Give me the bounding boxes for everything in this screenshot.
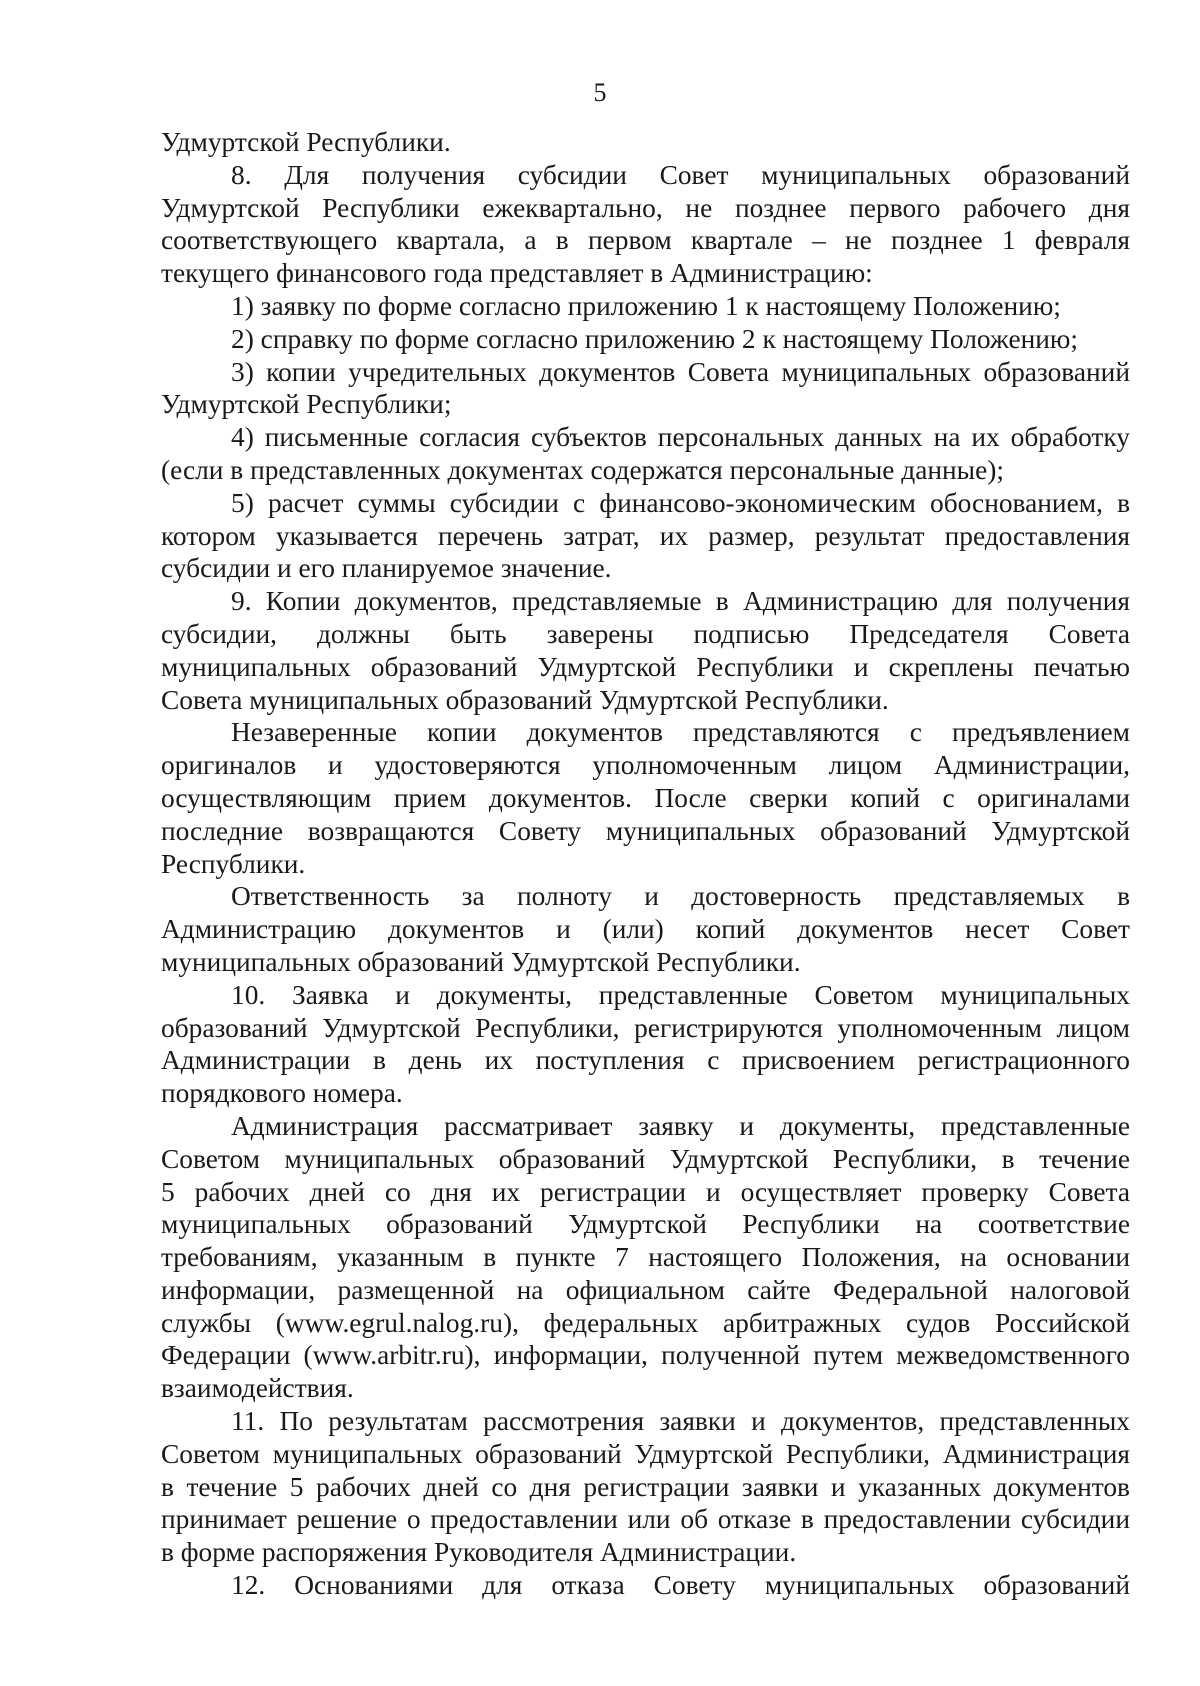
text-line: службы (www.egrul.nalog.ru), федеральных арбитражных судов Российской xyxy=(161,1307,1130,1338)
text-line: 2) справку по форме согласно приложению 2 к настоящему Положению; xyxy=(231,323,1078,354)
text-line: Удмуртской Республики. xyxy=(161,127,451,157)
text-line: 4) письменные согласия субъектов персональных данных на их обработку xyxy=(231,422,1130,453)
text-line: Администрации в день их поступления с присвоением регистрационного xyxy=(161,1045,1130,1076)
text-line: последние возвращаются Совету муниципальных образований Удмуртской xyxy=(161,815,1130,846)
text-line: Администрацию документов и (или) копий документов несет Совет xyxy=(161,914,1130,945)
text-line: порядкового номера. xyxy=(161,1078,403,1109)
text-line: 3) копии учредительных документов Совета муниципальных образований xyxy=(231,356,1130,387)
text-line: информации, размещенной на официальном сайте Федеральной налоговой xyxy=(161,1274,1130,1305)
text-line: Ответственность за полноту и достоверность представляемых в xyxy=(231,881,1130,912)
document-body xyxy=(161,126,1130,1602)
text-line: 1) заявку по форме согласно приложению 1 к настоящему Положению; xyxy=(231,290,1061,321)
text-line: текущего финансового года представляет в Администрацию: xyxy=(161,258,873,289)
text-line: муниципальных образований Удмуртской Республики и скреплены печатью xyxy=(161,651,1130,682)
text-line: 10. Заявка и документы, представленные Советом муниципальных xyxy=(231,979,1130,1010)
text-line: муниципальных образований Удмуртской Республики на соответствие xyxy=(161,1209,1130,1240)
text-line: оригиналов и удостоверяются уполномоченным лицом Администрации, xyxy=(161,750,1130,781)
text-line: субсидии и его планируемое значение. xyxy=(161,553,612,584)
text-line: Советом муниципальных образований Удмуртской Республики, Администрация xyxy=(161,1438,1130,1469)
text-line: муниципальных образований Удмуртской Республики. xyxy=(161,946,801,977)
page-number: 5 xyxy=(593,78,607,107)
text-line: Удмуртской Республики ежеквартально, не позднее первого рабочего дня xyxy=(161,192,1130,223)
text-line: образований Удмуртской Республики, регистрируются уполномоченным лицом xyxy=(161,1012,1130,1043)
text-line: Советом муниципальных образований Удмуртской Республики, в течение xyxy=(161,1143,1130,1174)
text-line: 5) расчет суммы субсидии с финансово-экономическим обоснованием, в xyxy=(231,487,1130,518)
text-line: 11. По результатам рассмотрения заявки и документов, представленных xyxy=(231,1406,1130,1437)
text-line: 9. Копии документов, представляемые в Администрацию для получения xyxy=(231,586,1130,617)
text-line: в течение 5 рабочих дней со дня регистрации заявки и указанных документов xyxy=(161,1471,1130,1502)
text-line: Удмуртской Республики; xyxy=(161,389,452,420)
text-line: осуществляющим прием документов. После сверки копий с оригиналами xyxy=(161,782,1130,813)
text-line: взаимодействия. xyxy=(161,1373,354,1404)
text-line: Совета муниципальных образований Удмуртской Республики. xyxy=(161,684,889,715)
text-line: принимает решение о предоставлении или об отказе в предоставлении субсидии xyxy=(161,1504,1130,1535)
text-line: 12. Основаниями для отказа Совету муниципальных образований xyxy=(231,1570,1130,1601)
text-line: Федерации (www.arbitr.ru), информации, полученной путем межведомственного xyxy=(161,1340,1130,1371)
text-line: 8. Для получения субсидии Совет муниципальных образований xyxy=(231,159,1130,190)
text-line: Администрация рассматривает заявку и документы, представленные xyxy=(231,1110,1130,1141)
text-line: Республики. xyxy=(161,848,306,879)
text-line: 5 рабочих дней со дня их регистрации и осуществляет проверку Совета xyxy=(161,1176,1130,1207)
text-line: котором указывается перечень затрат, их размер, результат предоставления xyxy=(161,520,1130,551)
text-line: субсидии, должны быть заверены подписью Председателя Совета xyxy=(161,618,1130,649)
text-line: требованиям, указанным в пункте 7 настоящего Положения, на основании xyxy=(161,1242,1130,1273)
text-line: (если в представленных документах содержатся персональные данные); xyxy=(161,454,1004,485)
text-line: Незаверенные копии документов представляются с предъявлением xyxy=(231,717,1130,748)
text-line: соответствующего квартала, а в первом квартале – не позднее 1 февраля xyxy=(161,225,1130,256)
text-line: в форме распоряжения Руководителя Администрации. xyxy=(161,1537,797,1568)
